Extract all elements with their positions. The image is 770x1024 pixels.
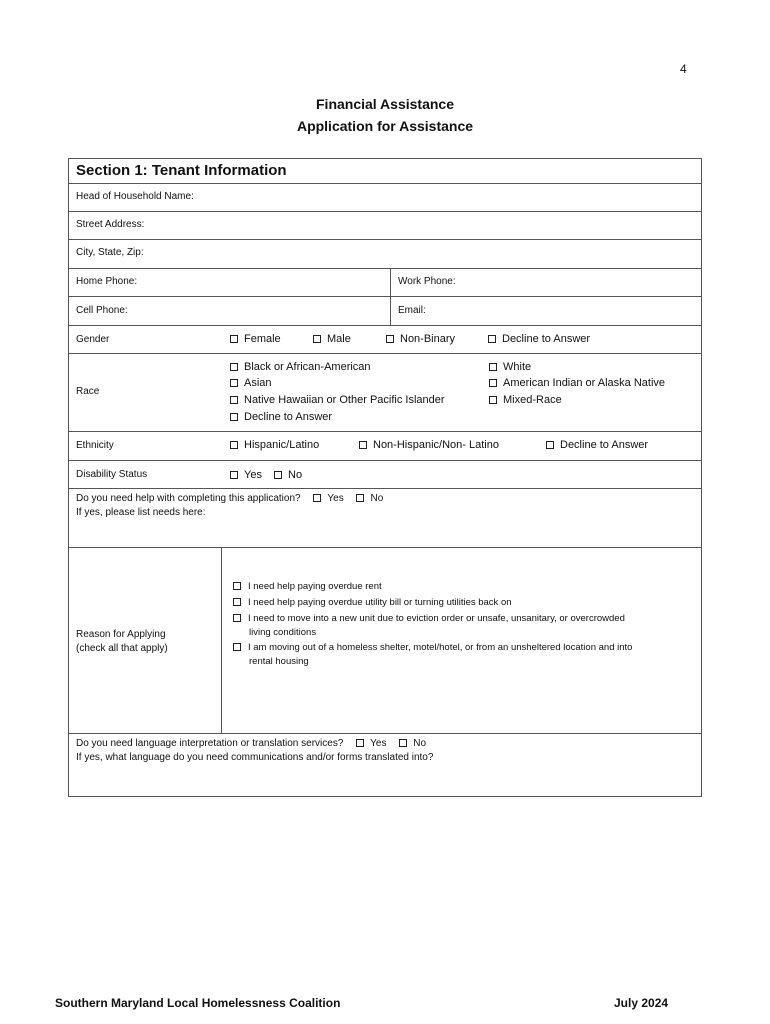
footer-date: July 2024 <box>614 996 669 1010</box>
home-phone-label: Home Phone: <box>76 276 138 287</box>
cell-phone-field[interactable] <box>69 297 390 325</box>
checkbox-icon[interactable] <box>356 739 364 747</box>
help-completing-row <box>69 489 701 548</box>
language-yes[interactable]: Yes <box>356 738 386 749</box>
ethnicity-row <box>69 432 701 461</box>
checkbox-icon[interactable] <box>230 471 238 479</box>
checkbox-icon[interactable] <box>489 363 497 371</box>
checkbox-icon[interactable] <box>546 441 554 449</box>
ethnicity-label: Ethnicity <box>76 440 114 451</box>
checkbox-icon[interactable] <box>233 598 241 606</box>
form-subtitle: Application for Assistance <box>296 118 474 134</box>
head-of-household-label: Head of Household Name: <box>76 191 194 202</box>
work-phone-field[interactable] <box>391 269 701 296</box>
help-completing-followup: If yes, please list needs here: <box>76 507 206 518</box>
gender-option-non-binary[interactable]: Non-Binary <box>386 333 455 345</box>
reason-option-move-new-unit[interactable]: I need to move into a new unit due to eviction order or unsafe, unsanitary, or overcrowded living conditions <box>233 612 625 640</box>
section-title: Section 1: Tenant Information <box>76 162 287 179</box>
race-option-white[interactable]: White <box>489 361 531 373</box>
checkbox-icon[interactable] <box>274 471 282 479</box>
checkbox-icon[interactable] <box>230 363 238 371</box>
gender-option-female[interactable]: Female <box>230 333 281 345</box>
language-question: Do you need language interpretation or translation services? <box>76 738 344 749</box>
phone-row <box>69 269 701 297</box>
race-option-mixed[interactable]: Mixed-Race <box>489 394 562 406</box>
city-state-zip-label: City, State, Zip: <box>76 247 144 258</box>
race-option-pacific-islander[interactable]: Native Hawaiian or Other Pacific Islander <box>230 394 445 406</box>
form-title: Financial Assistance <box>316 96 454 112</box>
reason-option-homeless-shelter[interactable]: I am moving out of a homeless shelter, motel/hotel, or from an unsheltered location and into rental housing <box>233 641 632 669</box>
checkbox-icon[interactable] <box>488 335 496 343</box>
race-option-american-indian[interactable]: American Indian or Alaska Native <box>489 377 665 389</box>
help-completing-question: Do you need help with completing this application? <box>76 493 301 504</box>
checkbox-icon[interactable] <box>359 441 367 449</box>
checkbox-icon[interactable] <box>399 739 407 747</box>
disability-option-yes[interactable]: Yes <box>230 469 262 481</box>
gender-row <box>69 326 701 354</box>
checkbox-icon[interactable] <box>230 335 238 343</box>
help-completing-yes[interactable]: Yes <box>313 493 343 504</box>
language-no[interactable]: No <box>399 738 426 749</box>
column-divider <box>221 548 222 733</box>
gender-option-male[interactable]: Male <box>313 333 351 345</box>
gender-label: Gender <box>76 334 110 345</box>
checkbox-icon[interactable] <box>233 582 241 590</box>
reason-row <box>69 548 701 734</box>
race-option-black[interactable]: Black or African-American <box>230 361 371 373</box>
email-field[interactable] <box>391 297 701 325</box>
footer-organization: Southern Maryland Local Homelessness Coalition <box>55 996 341 1010</box>
checkbox-icon[interactable] <box>230 413 238 421</box>
checkbox-icon[interactable] <box>489 379 497 387</box>
cell-phone-label: Cell Phone: <box>76 305 128 316</box>
email-label: Email: <box>398 305 426 316</box>
disability-row <box>69 461 701 489</box>
race-option-decline[interactable]: Decline to Answer <box>230 411 332 423</box>
race-option-asian[interactable]: Asian <box>230 377 272 389</box>
ethnicity-option-non-hispanic[interactable]: Non-Hispanic/Non- Latino <box>359 439 499 451</box>
ethnicity-option-decline[interactable]: Decline to Answer <box>546 439 648 451</box>
disability-option-no[interactable]: No <box>274 469 302 481</box>
street-address-label: Street Address: <box>76 219 145 230</box>
race-label: Race <box>76 386 100 397</box>
checkbox-icon[interactable] <box>313 494 321 502</box>
reason-option-utility-bill[interactable]: I need help paying overdue utility bill or turning utilities back on <box>233 596 512 610</box>
checkbox-icon[interactable] <box>386 335 394 343</box>
checkbox-icon[interactable] <box>233 643 241 651</box>
cell-email-row <box>69 297 701 326</box>
checkbox-icon[interactable] <box>230 379 238 387</box>
checkbox-icon[interactable] <box>230 396 238 404</box>
reason-label: Reason for Applying (check all that apply) <box>76 629 168 654</box>
ethnicity-option-hispanic[interactable]: Hispanic/Latino <box>230 439 319 451</box>
help-completing-question-line <box>76 493 383 504</box>
checkbox-icon[interactable] <box>230 441 238 449</box>
gender-option-decline[interactable]: Decline to Answer <box>488 333 590 345</box>
race-row <box>69 354 701 432</box>
head-of-household-field[interactable] <box>69 184 701 212</box>
home-phone-field[interactable] <box>69 269 390 296</box>
checkbox-icon[interactable] <box>313 335 321 343</box>
street-address-field[interactable] <box>69 212 701 240</box>
checkbox-icon[interactable] <box>233 614 241 622</box>
language-followup: If yes, what language do you need communications and/or forms translated into? <box>76 752 434 763</box>
page-number: 4 <box>680 62 687 76</box>
language-row <box>69 734 701 796</box>
city-state-zip-field[interactable] <box>69 240 701 269</box>
help-completing-no[interactable]: No <box>356 493 383 504</box>
tenant-information-form <box>68 158 702 797</box>
checkbox-icon[interactable] <box>489 396 497 404</box>
section-header-row <box>69 159 701 184</box>
language-question-line <box>76 738 426 749</box>
checkbox-icon[interactable] <box>356 494 364 502</box>
work-phone-label: Work Phone: <box>398 276 456 287</box>
reason-option-overdue-rent[interactable]: I need help paying overdue rent <box>233 580 382 594</box>
disability-label: Disability Status <box>76 469 148 480</box>
